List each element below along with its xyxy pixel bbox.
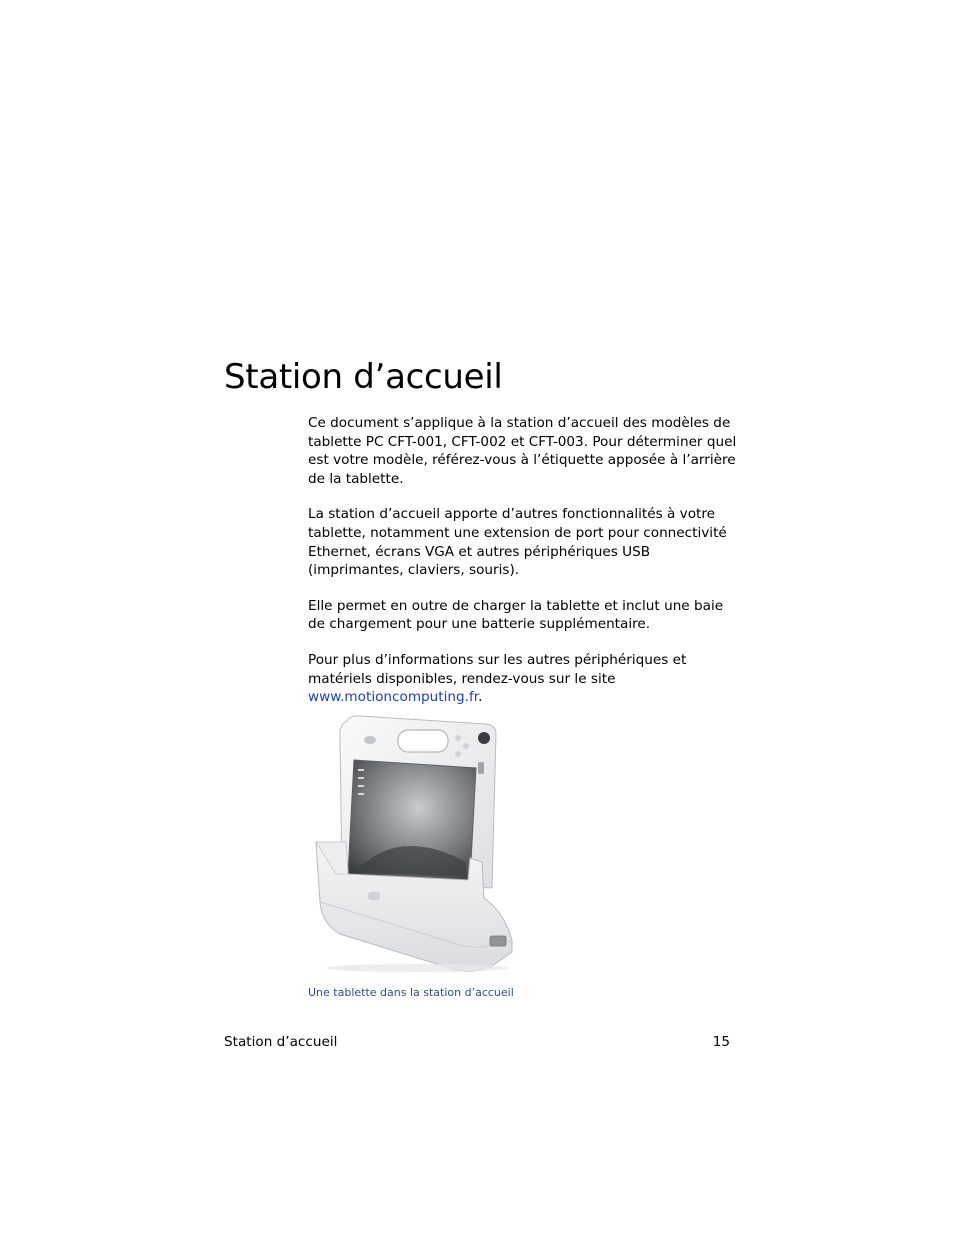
tablet-dock-illustration bbox=[306, 712, 522, 974]
motion-website-link[interactable]: www.motioncomputing.fr bbox=[308, 689, 479, 706]
paragraph-3: Elle permet en outre de charger la tablette et inclut une baie de chargement pour une batterie supplémentaire. bbox=[308, 597, 724, 633]
footer-section-title: Station d’accueil bbox=[224, 1034, 338, 1050]
tablet-dock-photo bbox=[306, 712, 522, 974]
figure-caption: Une tablette dans la station d’accueil bbox=[308, 986, 514, 999]
paragraph-2: La station d’accueil apporte d’autres fonctionnalités à votre tablette, notamment une extension de port pour connectivité Ethernet, écrans VGA et autres périphériques USB (imprimantes, claviers, souris). bbox=[308, 506, 727, 579]
paragraph-4-text: Pour plus d’informations sur les autres périphériques et matériels disponibles, rendez-vous sur le site bbox=[308, 651, 687, 687]
paragraph-4 bbox=[308, 651, 738, 707]
footer-page-number: 15 bbox=[712, 1034, 730, 1050]
paragraph-4-suffix: . bbox=[478, 689, 483, 706]
paragraph-1: Ce document s’applique à la station d’accueil des modèles de tablette PC CFT-001, CFT-002 et CFT-003. Pour déterminer quel est votre modèle, référez-vous à l’étiquette apposée à l’arrière de la tablette. bbox=[308, 415, 737, 487]
page-title: Station d’accueil bbox=[224, 357, 503, 397]
body-text bbox=[308, 414, 738, 724]
